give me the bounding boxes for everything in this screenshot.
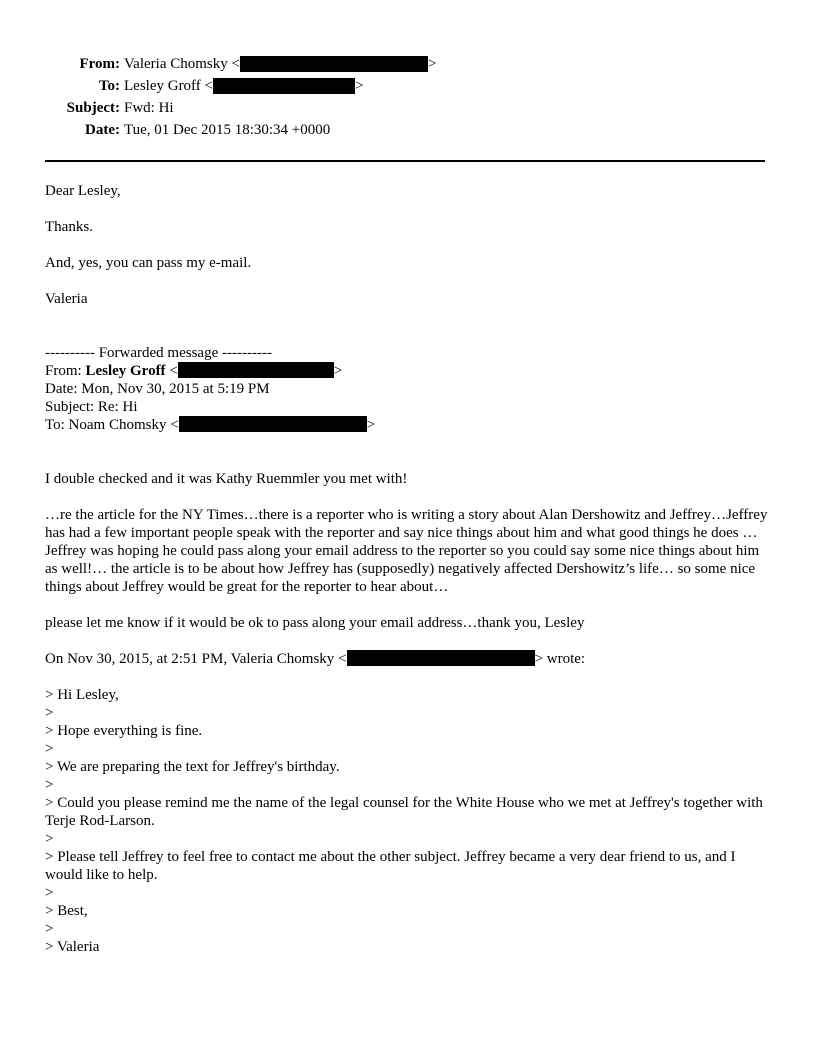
- quoted-line: >: [45, 705, 54, 721]
- forwarded-para-1: I double checked and it was Kathy Ruemmler you met with!: [45, 471, 408, 487]
- date-value: Tue, 01 Dec 2015 18:30:34 +0000: [124, 122, 331, 138]
- to-name: Lesley Groff: [124, 78, 201, 94]
- redacted-email-forwarded-from: [178, 362, 334, 378]
- greeting: Dear Lesley,: [45, 183, 121, 199]
- redacted-email-attribution: [347, 650, 535, 666]
- quoted-line: >: [45, 921, 54, 937]
- forwarded-date-line: Date: Mon, Nov 30, 2015 at 5:19 PM: [45, 381, 270, 397]
- quoted-message: [45, 686, 770, 956]
- to-label: To:: [98, 78, 120, 94]
- header-to-row: To: Lesley Groff < >: [0, 75, 816, 97]
- quoted-line: > Hi Lesley,: [45, 687, 119, 703]
- attribution-end: wrote:: [546, 651, 586, 667]
- quoted-line: >: [45, 741, 54, 757]
- redacted-email-forwarded-to: [179, 416, 367, 432]
- forwarded-separator: ---------- Forwarded message ----------: [45, 345, 272, 361]
- from-label: From:: [79, 56, 120, 72]
- redacted-email-to: [213, 78, 355, 94]
- quote-attribution: On Nov 30, 2015, at 2:51 PM, Valeria Chomsky < > wrote:: [45, 651, 586, 667]
- quoted-line: >: [45, 885, 54, 901]
- quoted-line: > Best,: [45, 903, 88, 919]
- quoted-line: >: [45, 831, 54, 847]
- email-header: [0, 53, 816, 141]
- date-label: Date:: [85, 122, 120, 138]
- email-body: [45, 182, 770, 956]
- attribution-start: On Nov 30, 2015, at 2:51 PM, Valeria Chomsky: [45, 651, 335, 667]
- thanks-line: Thanks.: [45, 219, 93, 235]
- forwarded-from-line: From: Lesley Groff < >: [45, 363, 343, 379]
- from-name: Valeria Chomsky: [124, 56, 228, 72]
- quoted-line: >: [45, 777, 54, 793]
- forwarded-to-label: To: Noam Chomsky: [45, 417, 167, 433]
- subject-value: Fwd: Hi: [124, 100, 174, 116]
- signoff: Valeria: [45, 291, 88, 307]
- quoted-line: > Please tell Jeffrey to feel free to contact me about the other subject. Jeffrey became a very dear friend to us, and I would like to help.: [45, 849, 736, 883]
- quoted-line: > We are preparing the text for Jeffrey's birthday.: [45, 759, 340, 775]
- header-subject-row: [0, 97, 816, 119]
- forwarded-to-line: To: Noam Chomsky < >: [45, 417, 376, 433]
- forwarded-subject-line: Subject: Re: Hi: [45, 399, 138, 415]
- quoted-line: > Valeria: [45, 939, 100, 955]
- forwarded-para-2: …re the article for the NY Times…there is a reporter who is writing a story about Alan Dershowitz and Jeffrey…Jeffrey has had a few important people speak with the reporter and say nice things about him and what good things he does …Jeffrey was hoping he could pass along your email address to the reporter so you could say some nice things about him as well!… the article is to be about how Jeffrey has (supposedly) negatively affected Dershowitz’s life… so some nice things about Jeffrey would be great for the reporter to hear about…: [45, 507, 768, 595]
- forwarded-from-label: From:: [45, 363, 82, 379]
- pass-email-line: And, yes, you can pass my e-mail.: [45, 255, 252, 271]
- quoted-line: > Hope everything is fine.: [45, 723, 203, 739]
- header-divider: [45, 160, 765, 162]
- forwarded-para-3: please let me know if it would be ok to pass along your email address…thank you, Lesley: [45, 615, 585, 631]
- header-date-row: [0, 119, 816, 141]
- header-from-row: From: Valeria Chomsky < >: [0, 53, 816, 75]
- redacted-email-from: [240, 56, 428, 72]
- quoted-line: > Could you please remind me the name of the legal counsel for the White House who we met at Jeffrey's together with Terje Rod-Larson.: [45, 795, 763, 829]
- forwarded-from-name: Lesley Groff: [85, 363, 166, 379]
- subject-label: Subject:: [66, 100, 120, 116]
- forwarded-header: [45, 344, 770, 434]
